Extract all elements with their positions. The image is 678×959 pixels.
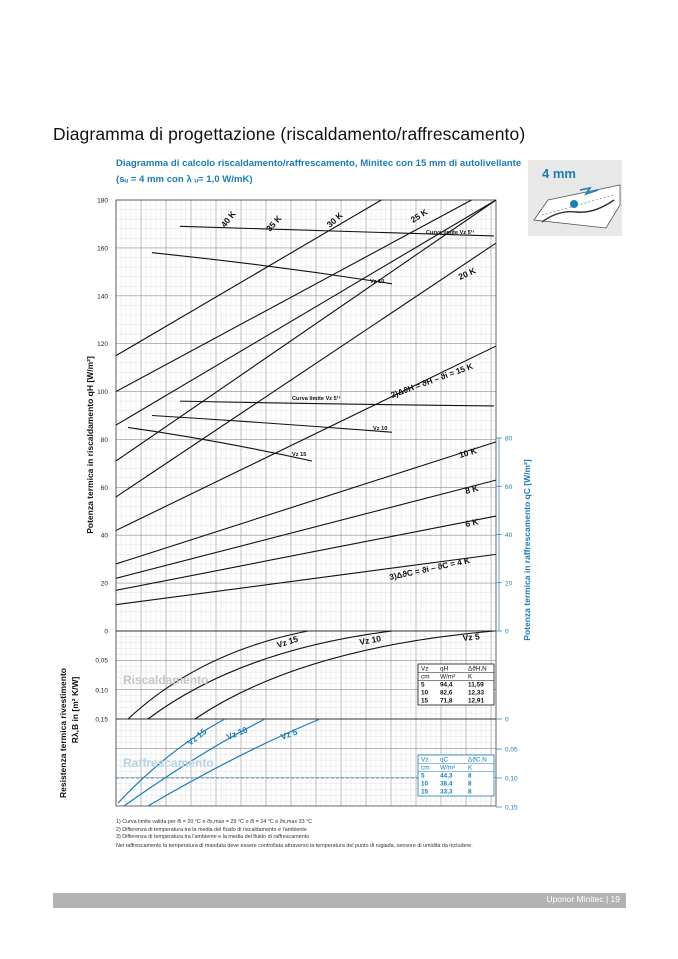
heating-axis-label: Potenza termica in riscaldamento qH [W/m²] [85,356,95,534]
cooling-tick-label: 0 [505,628,509,636]
limit-curve-label: Curva limite Vz 5¹⁾ [292,396,341,402]
limit-curve-label: Curva limite Vz 5¹⁾ [426,230,475,236]
heating-tick-label: 120 [97,341,108,349]
cooling-table-cell: 8 [468,788,472,796]
limit-curve-label: Vz 10 [373,426,388,432]
heating-resistance-label: Vz 5 [462,631,481,643]
chart-subtitle-conductivity: (sᵤ = 4 mm con λ ᵤ= 1,0 W/mK) [116,174,253,185]
cooling-table-cell: Vz [421,756,429,764]
cooling-tick-label: 80 [505,435,513,443]
heating-table-cell: qH [440,665,449,673]
heating-table-cell: 94,4 [440,681,453,689]
heating-table-cell: 10 [421,689,429,697]
footnote-3: 3) Differenza di temperatura tra l'ambiente e la media del fluido di raffrescamento [116,834,310,840]
heating-line-label: 30 K [324,210,345,230]
footnote-4: Nel raffrescamento la temperatura di mandata deve essere controllata attraverso la temperatura del punto di rugiada, sensore di umidità da includere. [116,843,473,849]
heating-table-cell: 71,8 [440,697,453,705]
heating-line-40k [116,200,381,356]
heating-line-label: 20 K [456,265,478,282]
cooling-table [418,755,494,796]
cooling-table-cell: 8 [468,780,472,788]
heating-table-cell: Vz [421,665,429,673]
heating-tick-label: 100 [97,389,108,397]
limit-curve [128,427,312,461]
heating-line-label: 35 K [264,213,284,234]
heating-table-cell: cm [421,673,430,681]
cooling-table-cell: ΔϑC,N [468,756,487,764]
heating-table-cell: K [468,673,473,681]
cooling-table-cell: 38,4 [440,780,453,788]
badge-label: 4 mm [542,166,576,181]
cooling-table-cell: 33,3 [440,788,453,796]
chart-labels [123,206,494,796]
footnote-2: 2) Differenza di temperatura tra la media del fluido di riscaldamento e l'ambiente [116,827,307,833]
chart-subtitle: Diagramma di calcolo riscaldamento/raffrescamento, Minitec con 15 mm di autolivellante [116,158,522,169]
cooling-table-cell: 8 [468,772,472,780]
cooling-axis-label: Potenza termica in raffrescamento qC [W/m²] [522,459,532,641]
heating-tick-label: 80 [100,436,108,444]
cooling-resistance-tick-label: 0,10 [505,775,518,783]
cooling-table-cell: W/m² [440,764,456,772]
resistance-tick-label: 0,05 [95,657,108,665]
resistance-axis-label: Resistenza termica rivestimento [58,668,68,798]
cooling-resistance-tick-label: 0,15 [505,804,518,812]
cooling-resistance-label: Vz 5 [279,726,299,742]
heating-table-cell: 12,33 [468,689,484,697]
heating-tick-label: 140 [97,293,108,301]
resistance-tick-label: 0,10 [95,687,108,695]
heating-tick-label: 20 [100,580,108,588]
heating-table [418,664,494,705]
footnote-1: 1) Curva limite valida per ϑi = 20 °C e ϑs,max = 29 °C o ϑi = 24 °C e ϑs,max 33 °C [116,819,313,825]
cooling-table-cell: 5 [421,772,425,780]
heating-table-cell: 15 [421,697,429,705]
cooling-tick-label: 60 [505,483,513,491]
heating-table-cell: ΔϑH,N [468,665,487,673]
cooling-tick-label: 20 [505,580,513,588]
heating-line-label: 3)ΔϑC = ϑi – ϑC = 4 K [388,556,471,582]
heating-line-label: 25 K [408,206,430,225]
heating-tick-label: 0 [104,628,108,636]
cooling-resistance-label: Vz 10 [225,724,249,742]
footer-text: Uponor Minitec | 19 [546,894,620,904]
cooling-table-cell: qC [440,756,449,764]
heating-tick-label: 180 [97,197,108,205]
heating-resistance-label: Vz 10 [358,633,382,647]
cooling-panel-label: Raffrescamento [123,756,214,770]
heating-table-cell: 5 [421,681,425,689]
cooling-resistance-tick-label: 0,05 [505,746,518,754]
heating-tick-label: 40 [100,532,108,540]
heating-table-cell: 12,91 [468,697,484,705]
heating-table-cell: W/m² [440,673,456,681]
footer-bar [53,893,626,908]
cooling-table-cell: 10 [421,780,429,788]
heating-line-label: 40 K [218,208,238,230]
cooling-resistance-tick-label: 0 [505,716,509,724]
heating-line-label: 8 K [464,483,480,496]
page-title: Diagramma di progettazione (riscaldamento/raffrescamento) [53,124,526,144]
resistance-tick-label: 0,15 [95,716,108,724]
cooling-table-cell: cm [421,764,430,772]
cooling-table-cell: K [468,764,473,772]
cooling-resistance-label: Vz 15 [185,726,209,748]
heating-panel-label: Riscaldamento [123,673,209,687]
heating-table-cell: 11,59 [468,681,484,689]
limit-curve-label: Vz 10 [370,279,385,285]
heating-resistance-label: Vz 15 [275,633,300,650]
limit-curve-label: Vz 15 [292,452,307,458]
cooling-tick-label: 40 [505,532,513,539]
resistance-axis-unit: Rλ,B in [m² K/W] [70,676,80,744]
heating-line-label: 2)ΔϑH = ϑH – ϑi = 15 K [389,361,475,400]
heating-line-label: 6 K [464,516,480,529]
heating-table-cell: 82,6 [440,689,453,697]
heating-tick-label: 160 [97,245,108,253]
cooling-table-cell: 44,3 [440,772,453,780]
cooling-table-cell: 15 [421,788,429,796]
heating-line-label: 10 K [457,445,478,460]
heating-tick-label: 60 [100,484,108,492]
